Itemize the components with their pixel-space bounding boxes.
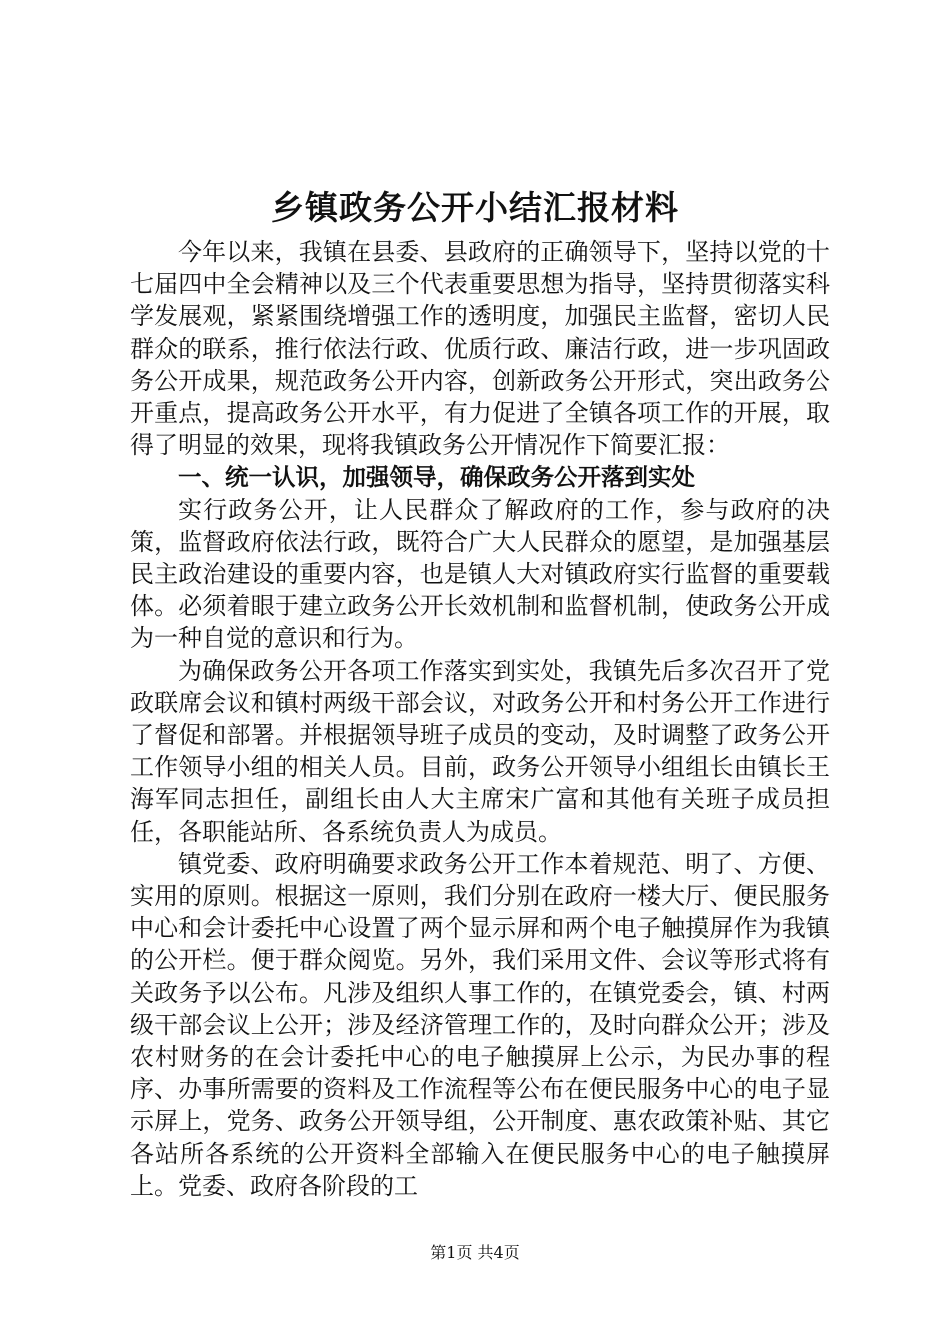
body-paragraph: 为确保政务公开各项工作落实到实处，我镇先后多次召开了党政联席会议和镇村两级干部会议，对政务公开和村务公开工作进行了督促和部署。并根据领导班子成员的变动，及时调整了政务公开工作领导小组的相关人员。目前，政务公开领导小组组长由镇长王海军同志担任，副组长由人大主席宋广富和其他有关班子成员担任，各职能站所、各系统负责人为成员。 [130, 656, 830, 846]
document-body [130, 236, 830, 1202]
body-paragraph: 镇党委、政府明确要求政务公开工作本着规范、明了、方便、实用的原则。根据这一原则，我们分别在政府一楼大厅、便民服务中心和会计委托中心设置了两个显示屏和两个电子触摸屏作为我镇的公开栏。便于群众阅览。另外，我们采用文件、会议等形式将有关政务予以公布。凡涉及组织人事工作的，在镇党委会，镇、村两级干部会议上公开；涉及经济管理工作的，及时向群众公开；涉及农村财务的在会计委托中心的电子触摸屏上公示，为民办事的程序、办事所需要的资料及工作流程等公布在便民服务中心的电子显示屏上，党务、政务公开领导组，公开制度、惠农政策补贴、其它各站所各系统的公开资料全部输入在便民服务中心的电子触摸屏上。党委、政府各阶段的工 [130, 849, 830, 1200]
section-heading: 一、统一认识，加强领导，确保政务公开落到实处 [178, 463, 695, 492]
page-title: 乡镇政务公开小结汇报材料 [271, 188, 679, 227]
body-paragraph: 实行政务公开，让人民群众了解政府的工作，参与政府的决策，监督政府依法行政，既符合广大人民群众的愿望，是加强基层民主政治建设的重要内容，也是镇人大对镇政府实行监督的重要载体。必须着眼于建立政务公开长效机制和监督机制，使政务公开成为一种自觉的意识和行为。 [130, 495, 830, 653]
page-footer: 第1页 共4页 [430, 1243, 520, 1262]
intro-paragraph: 今年以来，我镇在县委、县政府的正确领导下，坚持以党的十七届四中全会精神以及三个代表重要思想为指导，坚持贯彻落实科学发展观，紧紧围绕增强工作的透明度，加强民主监督，密切人民群众的联系，推行依法行政、优质行政、廉洁行政，进一步巩固政务公开成果，规范政务公开内容，创新政务公开形式，突出政务公开重点，提高政务公开水平，有力促进了全镇各项工作的开展，取得了明显的效果，现将我镇政务公开情况作下简要汇报： [130, 238, 830, 460]
